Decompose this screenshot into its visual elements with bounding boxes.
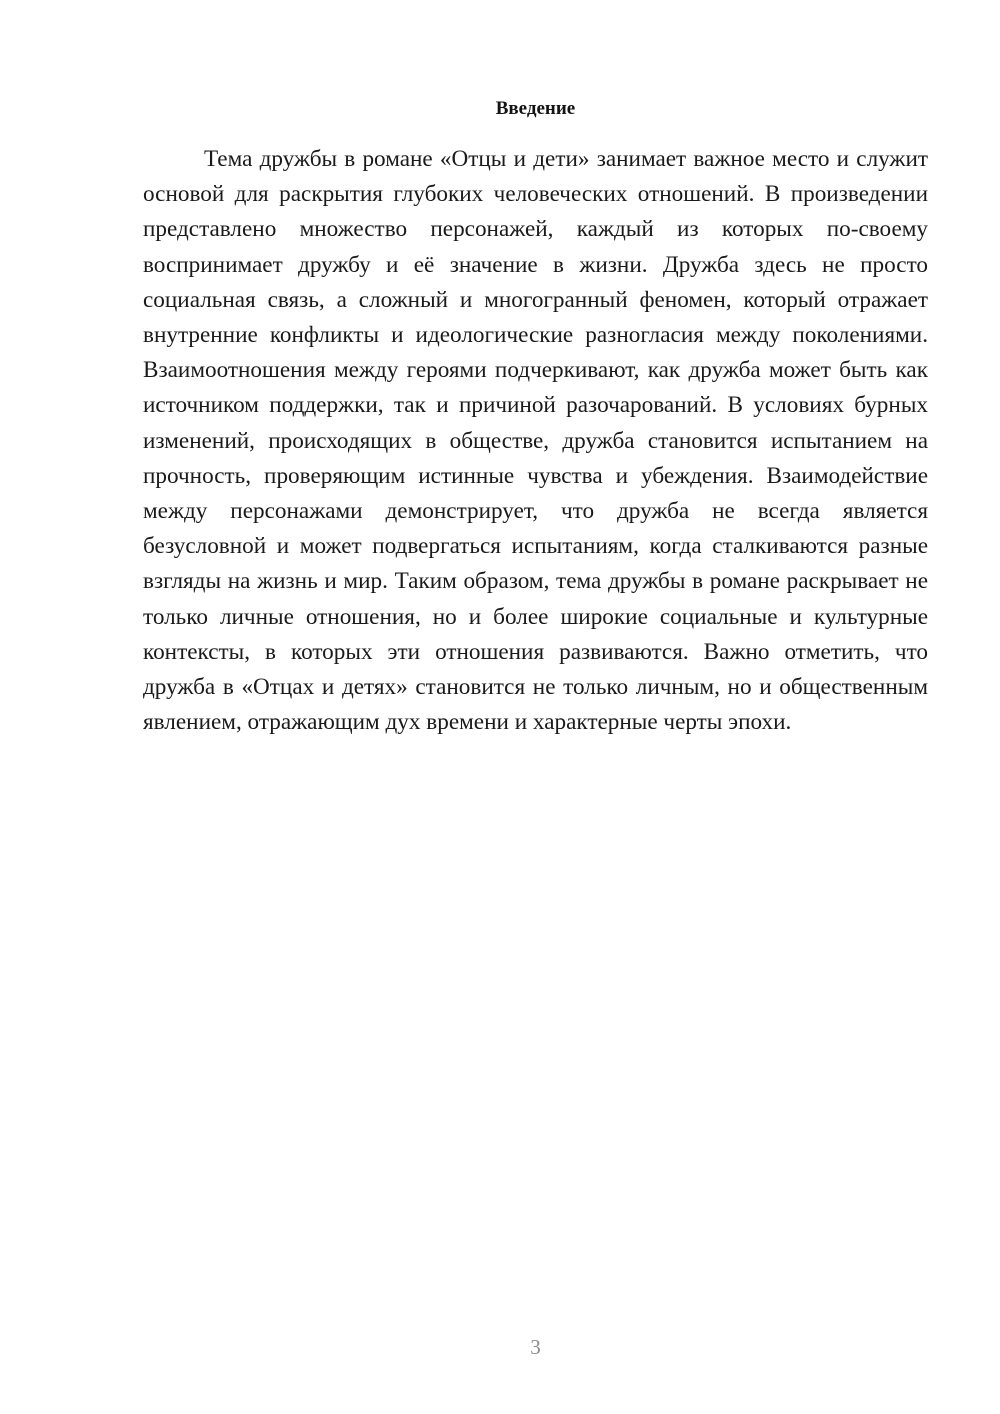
section-heading: Введение [495, 98, 576, 119]
page-number: 3 [530, 1335, 541, 1359]
body-paragraph: Тема дружбы в романе «Отцы и дети» занимает важное место и служит основой для раскрытия глубоких человеческих отношений. В произведении представлено множество персонажей, каждый из которых по-своему воспринимает дружбу и её значение в жизни. Дружба здесь не просто социальная связь, а сложный и многогранный феномен, который отражает внутренние конфликты и идеологические разногласия между поколениями. Взаимоотношения между героями подчеркивают, как дружба может быть как источником поддержки, так и причиной разочарований. В условиях бурных изменений, происходящих в обществе, дружба становится испытанием на прочность, проверяющим истинные чувства и убеждения. Взаимодействие между персонажами демонстрирует, что дружба не всегда является безусловной и может подвергаться испытаниям, когда сталкиваются разные взгляды на жизнь и мир. Таким образом, тема дружбы в романе раскрывает не только личные отношения, но и более широкие социальные и культурные контексты, в которых эти отношения развиваются. Важно отметить, что дружба в «Отцах и детях» становится не только личным, но и общественным явлением, отражающим дух времени и характерные черты эпохи. [143, 146, 928, 736]
